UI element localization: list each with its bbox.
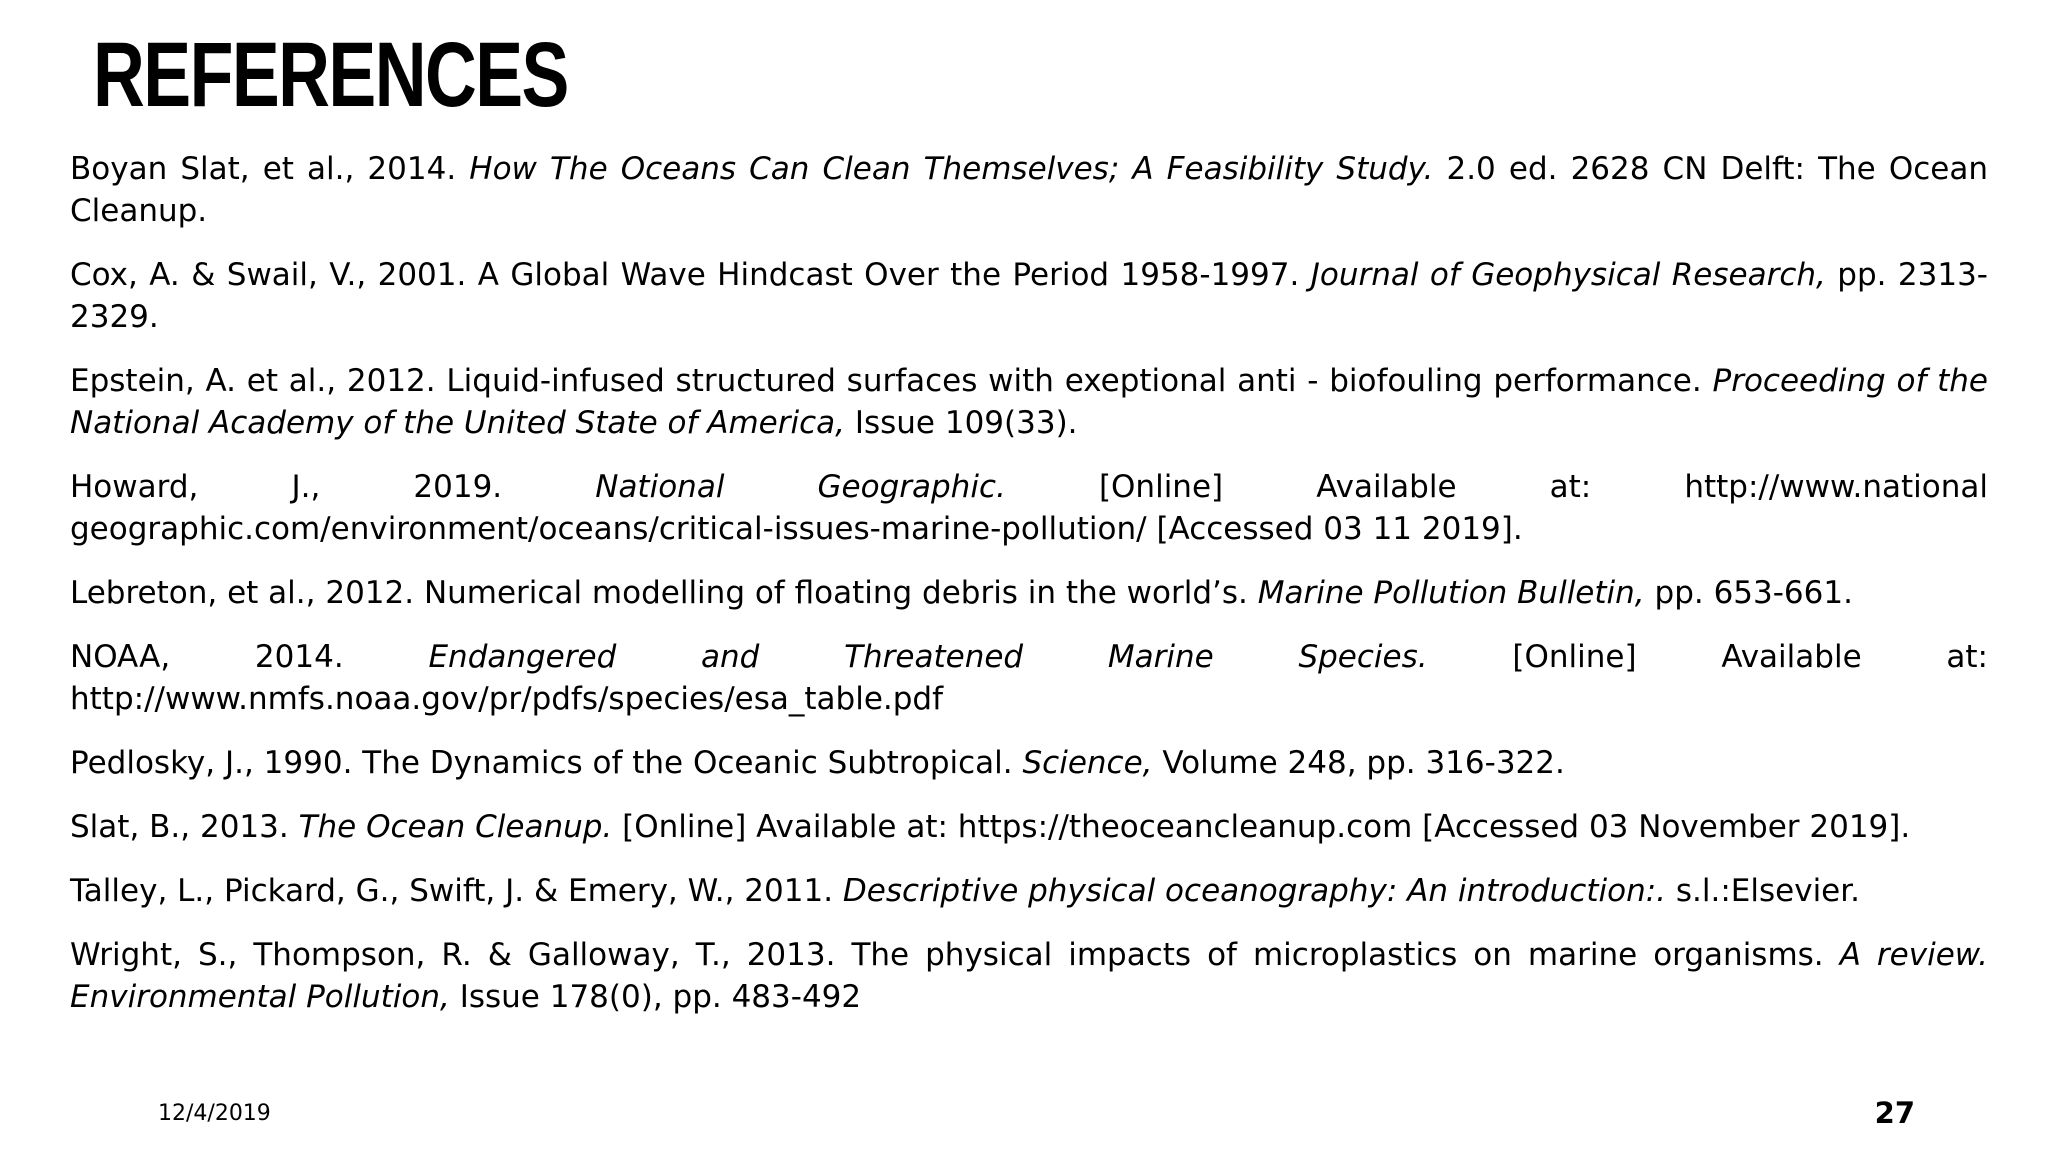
reference-text: Issue 109(33).: [844, 405, 1078, 441]
page-number: 27: [1874, 1096, 1915, 1130]
reference-text: Epstein, A. et al., 2012. Liquid-infused structured surfaces with exeptional anti - biofouling performance.: [70, 363, 1713, 399]
reference-item: [70, 742, 1988, 784]
reference-item: [70, 148, 1988, 232]
reference-source-title: Journal of Geophysical Research,: [1310, 257, 1826, 293]
reference-item: [70, 254, 1988, 338]
reference-source-title: Descriptive physical oceanography: An introduction:.: [842, 873, 1667, 909]
reference-text: 2.0 ed. 2628 CN Delft: The Ocean Cleanup.: [70, 151, 1988, 229]
reference-text: Howard, J., 2019.: [70, 469, 596, 505]
reference-item: [70, 806, 1988, 848]
reference-source-title: The Ocean Cleanup.: [298, 809, 613, 845]
reference-text: Issue 178(0), pp. 483-492: [449, 979, 862, 1015]
reference-text: Slat, B., 2013.: [70, 809, 299, 845]
reference-text: Wright, S., Thompson, R. & Galloway, T., 2013. The physical impacts of microplastics on marine organisms.: [70, 937, 1840, 973]
reference-item: [70, 870, 1988, 912]
reference-item: [70, 934, 1988, 1018]
reference-text: [Online] Available at: https://theoceancleanup.com [Accessed 03 November 2019].: [612, 809, 1911, 845]
reference-source-title: National Geographic.: [595, 469, 1006, 505]
reference-text: pp. 653-661.: [1644, 575, 1853, 611]
reference-source-title: Endangered and Threatened Marine Species.: [428, 639, 1428, 675]
reference-source-title: How The Oceans Can Clean Themselves; A Feasibility Study.: [469, 151, 1434, 187]
reference-text: Pedlosky, J., 1990. The Dynamics of the Oceanic Subtropical.: [70, 745, 1023, 781]
reference-source-title: Science,: [1022, 745, 1153, 781]
reference-item: [70, 360, 1988, 444]
reference-text: s.l.:Elsevier.: [1666, 873, 1861, 909]
slide-title: REFERENCES: [93, 24, 568, 126]
reference-item: [70, 466, 1988, 550]
reference-text: NOAA, 2014.: [70, 639, 429, 675]
footer-date: 12/4/2019: [158, 1101, 271, 1126]
reference-text: Talley, L., Pickard, G., Swift, J. & Emery, W., 2011.: [70, 873, 843, 909]
references-list: [70, 148, 1988, 1040]
reference-text: [Online] Available at: http://www.national geographic.com/environment/oceans/critical-issues-marine-pollution/ [Accessed 03 11 2019].: [70, 469, 1988, 547]
reference-text: Volume 248, pp. 316-322.: [1152, 745, 1565, 781]
reference-source-title: A review. Environmental Pollution,: [70, 937, 1988, 1015]
reference-text: Lebreton, et al., 2012. Numerical modelling of floating debris in the world’s.: [70, 575, 1258, 611]
reference-text: Cox, A. & Swail, V., 2001. A Global Wave Hindcast Over the Period 1958-1997.: [70, 257, 1311, 293]
reference-source-title: Proceeding of the National Academy of the United State of America,: [70, 363, 1988, 441]
reference-item: [70, 572, 1988, 614]
reference-item: [70, 636, 1988, 720]
reference-text: Boyan Slat, et al., 2014.: [70, 151, 470, 187]
reference-text: pp. 2313-2329.: [70, 257, 1988, 335]
reference-source-title: Marine Pollution Bulletin,: [1257, 575, 1645, 611]
reference-text: [Online] Available at: http://www.nmfs.noaa.gov/pr/pdfs/species/esa_table.pdf: [70, 639, 1988, 717]
